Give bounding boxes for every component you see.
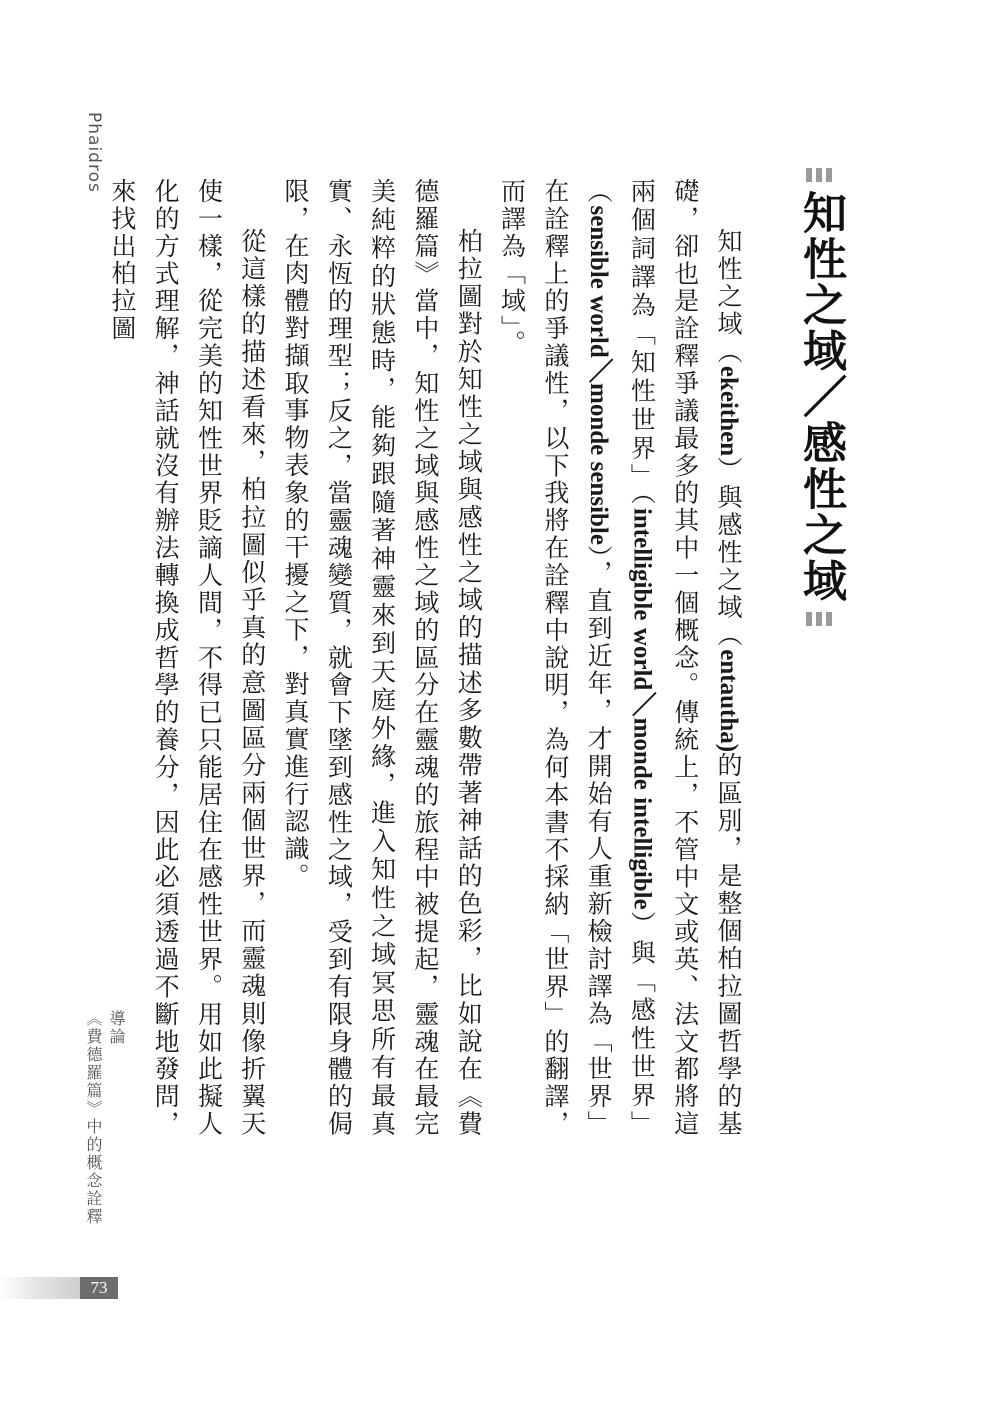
paragraph-2: 柏拉圖對於知性之域與感性之域的描述多數帶著神話的色彩，比如說在《費德羅篇》當中，知性之域與感性之域的區分在靈魂的旅程中被提起，靈魂在最完美純粹的狀態時，能夠跟隨著神靈來到天庭外緣，進入知性之域冥思所有最真實、永恆的理型；反之，當靈魂變質，就會下墜到感性之域，受到有限身體的侷限，在肉體對擷取事物表象的干擾之下，對真實進行認識。 [281, 178, 484, 1138]
paragraph-1: 知性之域（ekeithen）與感性之域（entautha)的區別，是整個柏拉圖哲學的基礎，卻也是詮釋爭議最多的其中一個概念。傳統上，不管中文或英、法文都將這兩個詞譯為「知性世界」（intelligible world／monde intelligible）與「感性世界」（sensible world／monde sensible），直到近年，才開始有人重新檢討譯為「世界」在詮釋上的爭議性，以下我將在詮釋中說明，為何本書不採納「世界」的翻譯，而譯為「域」。 [497, 178, 743, 1139]
term-entautha: entautha) [715, 649, 742, 753]
chapter-footer [82, 1010, 128, 1226]
title-block [790, 168, 850, 628]
chapter-subtitle: 《費德羅篇》中的概念詮釋 [84, 1010, 103, 1226]
term-intelligible: intelligible world／monde intelligible [628, 507, 656, 910]
page-number: 73 [80, 1277, 118, 1299]
title-bar-bottom [806, 612, 834, 626]
term-sensible: sensible world／monde sensible [585, 205, 613, 545]
paragraph-3: 從這樣的描述看來，柏拉圖似乎真的意圖區分兩個世界，而靈魂則像折翼天使一樣，從完美的知性世界貶謫人間，不得已只能居住在感性世界。用如此擬人化的方式理解，神話就沒有辦法轉換成哲學的養分，因此必須透過不斷地發問，來找出柏拉圖 [107, 178, 267, 1138]
section-title: 知性之域／感性之域 [795, 190, 846, 604]
chapter-label: 導論 [107, 1010, 126, 1046]
title-bar-top [806, 168, 834, 182]
running-head: Phaidros [84, 112, 104, 193]
term-ekeithen: ekeithen [715, 365, 742, 457]
